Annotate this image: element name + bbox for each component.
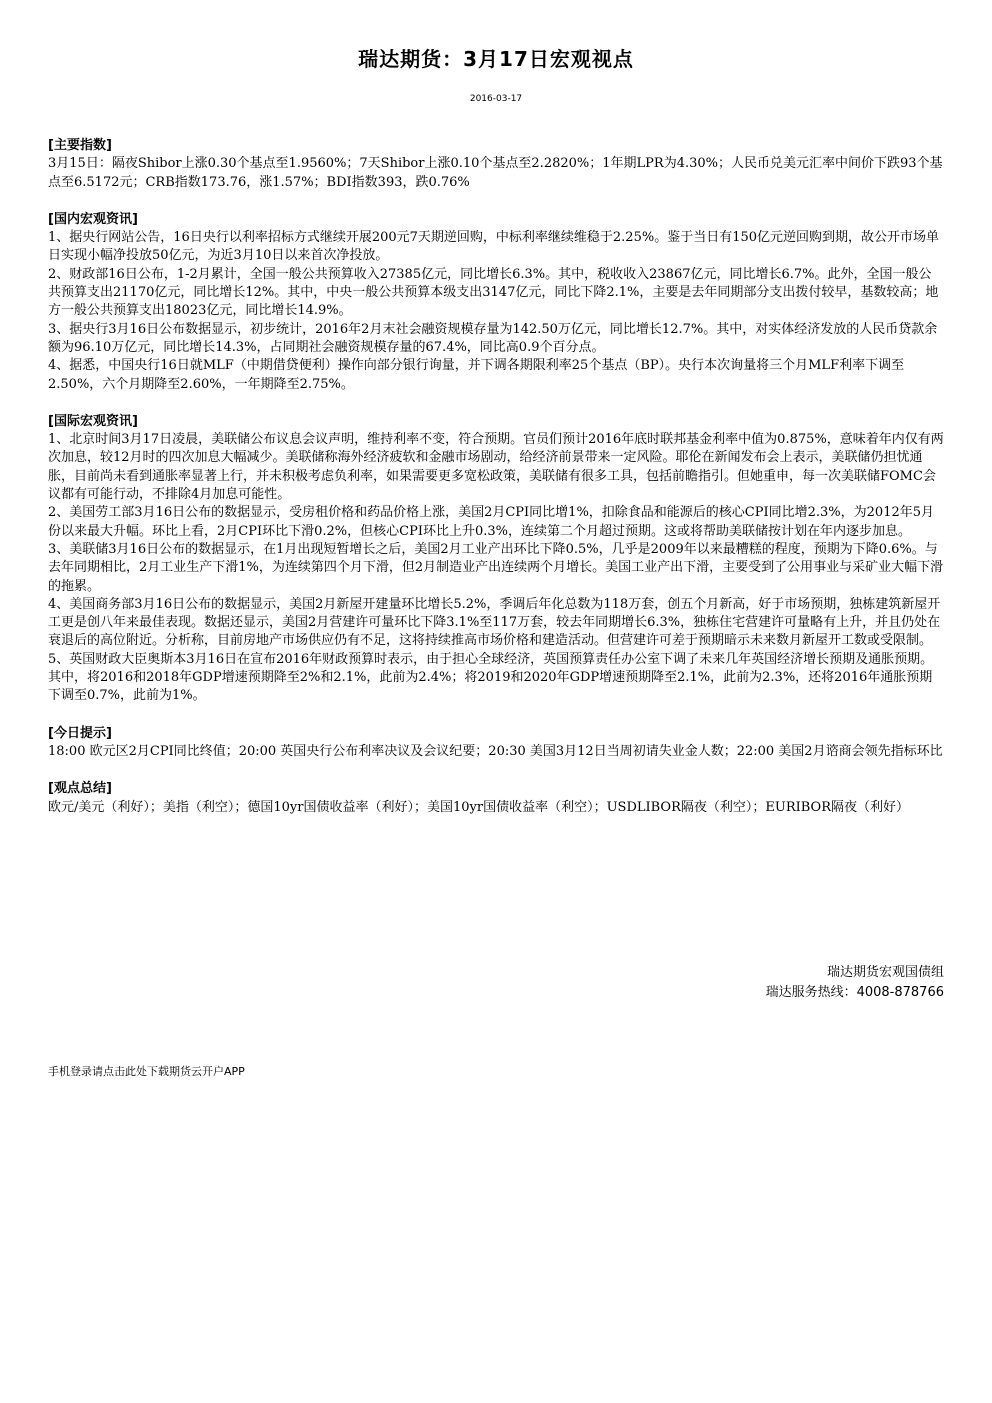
paragraph: 1、据央行网站公告，16日央行以利率招标方式继续开展200元7天期逆回购，中标利率继续维稳于2.25%。鉴于当日有150亿元逆回购到期，故公开市场单日实现小幅净投放50亿元，为近3月10日以来首次净投放。 [48, 230, 940, 264]
section-summary [48, 780, 944, 817]
section-heading: [国际宏观资讯] [48, 413, 138, 429]
signature-hotline: 瑞达服务热线：4008-878766 [765, 985, 944, 1000]
paragraph: 3月15日：隔夜Shibor上涨0.30个基点至1.9560%；7天Shibor上涨0.10个基点至2.2820%；1年期LPR为4.30%；人民币兑美元汇率中间价下跌93个基点至6.5172元；CRB指数173.76，涨1.57%；BDI指数393，跌0.76% [48, 156, 943, 190]
section-main-index [48, 137, 944, 192]
section-heading: [国内宏观资讯] [48, 211, 138, 227]
section-heading: [主要指数] [48, 138, 112, 153]
paragraph: 18:00 欧元区2月CPI同比终值；20:00 英国央行公布利率决议及会议纪要；20:30 美国3月12日当周初请失业金人数；22:00 美国2月谘商会领先指标环比 [48, 743, 943, 759]
signature-team: 瑞达期货宏观国债组 [826, 965, 944, 980]
section-international-news [48, 413, 944, 706]
paragraph: 5、英国财政大臣奥斯本3月16日在宣布2016年财政预算时表示，由于担心全球经济，英国预算责任办公室下调了未来几年英国经济增长预期及通胀预期。其中，将2016和2018年GDP增速预期降至2%和2.1%，此前为2.4%；将2019和2020年GDP增速预期降至2.1%，此前为2.3%，还将2016年通胀预期下调至0.7%，此前为1%。 [48, 651, 934, 704]
signature-block [766, 963, 944, 1003]
paragraph: 2、财政部16日公布，1-2月累计，全国一般公共预算收入27385亿元，同比增长6.3%。其中，税收收入23867亿元，同比增长6.7%。此外，全国一般公共预算支出21170亿元，同比增长12%。其中，中央一般公共预算本级支出3147亿元，同比下降2.1%，主要是去年同期部分支出拨付较早，基数较高；地方一般公共预算支出18023亿元，同比增长14.9%。 [48, 266, 939, 319]
document-date: 2016-03-17 [469, 94, 523, 104]
document-title: 瑞达期货：3月17日宏观视点 [358, 47, 634, 71]
section-domestic-news [48, 211, 944, 394]
paragraph: 3、据央行3月16日公布数据显示，初步统计，2016年2月末社会融资规模存量为142.50万亿元，同比增长12.7%。其中，对实体经济发放的人民币贷款余额为96.10万亿元，同比增长14.3%，占同期社会融资规模存量的67.4%，同比高0.9个百分点。 [48, 321, 938, 355]
section-today-tips [48, 725, 944, 762]
paragraph: 4、据悉，中国央行16日就MLF（中期借贷便利）操作向部分银行询量，并下调各期限利率25个基点（BP）。央行本次询量将三个月MLF利率下调至2.50%，六个月期降至2.60%，一年期降至2.75%。 [48, 358, 905, 392]
app-download-link[interactable]: 手机登录请点击此处下载期货云开户APP [48, 1065, 245, 1078]
paragraph: 1、北京时间3月17日凌晨，美联储公布议息会议声明，维持利率不变，符合预期。官员们预计2016年底时联邦基金利率中值为0.875%，意味着年内仅有两次加息，较12月时的四次加息大幅减少。美联储称海外经济疲软和金融市场剧动，给经济前景带来一定风险。耶伦在新闻发布会上表示，美联储仍担忧通胀，目前尚未看到通胀率显著上行，并未积极考虑负利率，如果需要更多宽松政策，美联储有很多工具，包括前瞻指引。但她重申，每一次美联储FOMC会议都有可能行动，不排除4月加息可能性。 [48, 432, 944, 503]
paragraph: 3、美联储3月16日公布的数据显示，在1月出现短暂增长之后，美国2月工业产出环比下降0.5%，几乎是2009年以来最糟糕的程度，预期为下降0.6%。与去年同期相比，2月工业生产下滑1%，为连续第四个月下滑，但2月制造业产出连续两个月增长。美国工业产出下滑，主要受到了公用事业与采矿业大幅下滑的拖累。 [48, 541, 944, 594]
section-heading: [观点总结] [48, 781, 112, 797]
document-body [48, 137, 944, 836]
paragraph: 欧元/美元（利好）；美指（利空）；德国10yr国债收益率（利好）；美国10yr国债收益率（利空）；USDLIBOR隔夜（利空）；EURIBOR隔夜（利好） [48, 799, 909, 815]
section-heading: [今日提示] [48, 725, 112, 741]
paragraph: 4、美国商务部3月16日公布的数据显示，美国2月新屋开建量环比增长5.2%，季调后年化总数为118万套，创五个月新高，好于市场预期，独栋建筑新屋开工更是创八年来最佳表现。数据还显示，美国2月营建许可量环比下降3.1%至117万套，较去年同期增长6.3%，独栋住宅营建许可量略有上升，并且仍处在衰退后的高位附近。分析称，目前房地产市场供应仍有不足，这将持续推高市场价格和建造活动。但营建许可差于预期暗示未来数月新屋开工数或受限制。 [48, 596, 941, 649]
paragraph: 2、美国劳工部3月16日公布的数据显示，受房租价格和药品价格上涨，美国2月CPI同比增1%，扣除食品和能源后的核心CPI同比增2.3%，为2012年5月份以来最大升幅。环比上看，2月CPI环比下滑0.2%，但核心CPI环比上升0.3%，连续第二个月超过预期。这或将帮助美联储按计划在年内逐步加息。 [48, 505, 935, 539]
